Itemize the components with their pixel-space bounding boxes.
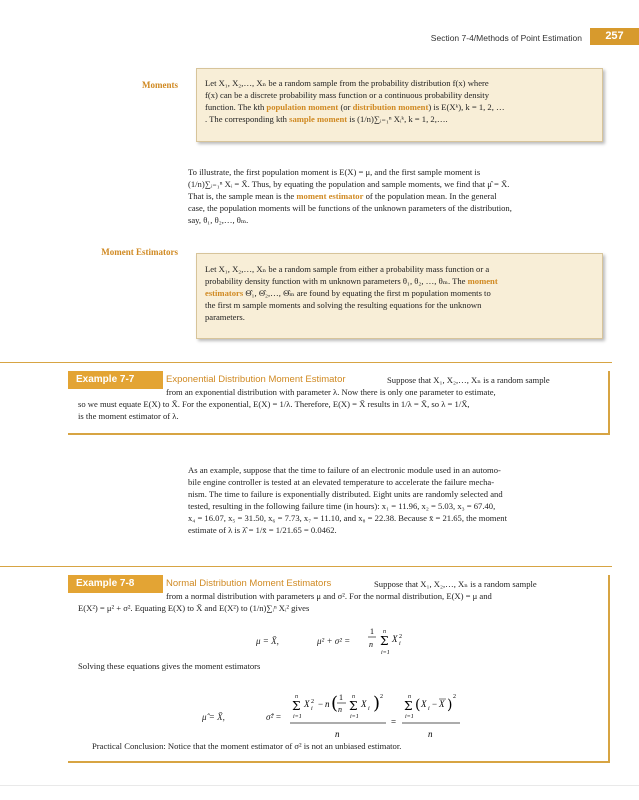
svg-text:n: n [325, 699, 330, 709]
svg-text:i=1: i=1 [293, 714, 302, 720]
svg-text:1: 1 [339, 693, 343, 702]
example-7-7-top-rule [0, 362, 612, 363]
svg-text:1: 1 [370, 627, 374, 636]
svg-text:2: 2 [399, 634, 402, 640]
moments-definition-text: Let X₁, X₂,…, Xₙ be a random sample from the probability distribution f(x) where f(x) can be a discrete probability mass function or a continuous probability density function. The kth population moment (or distribution moment) is E(Xᵏ), k = 1, 2, … . The corresponding kth sample moment is (1/n)∑ᵢ₌₁ⁿ Xᵢᵏ, k = 1, 2,…. [205, 78, 505, 124]
svg-text:): ) [447, 697, 453, 713]
equation-sigma-hat-lhs: σ̂² = [266, 712, 282, 722]
svg-text:n: n [369, 640, 373, 649]
svg-text:(: ( [331, 693, 339, 714]
svg-text:2: 2 [311, 699, 314, 705]
equation-mu-hat: μ̂ = X̄, [202, 712, 225, 722]
svg-text:n: n [338, 705, 342, 714]
example-7-8-line1: Suppose that X₁, X₂,…, Xₙ is a random sample [374, 579, 537, 589]
svg-text:n: n [383, 629, 386, 635]
svg-text:X: X [392, 634, 398, 644]
example-7-7-line2: from an exponential distribution with parameter λ. Now there is only one parameter to estimate, [166, 387, 496, 397]
running-header: Section 7-4/Methods of Point Estimation [430, 33, 582, 43]
svg-text:i=1: i=1 [381, 650, 390, 656]
side-label-moments: Moments [142, 80, 178, 90]
svg-text:X: X [439, 699, 445, 709]
svg-text:n: n [428, 729, 433, 739]
svg-text:2: 2 [453, 694, 456, 700]
example-7-7-title: Exponential Distribution Moment Estimator [166, 374, 346, 385]
example-7-8-line2: from a normal distribution with parameters μ and σ². For the normal distribution, E(X) = μ and [166, 591, 492, 601]
svg-text:Σ: Σ [349, 699, 358, 713]
solving-text: Solving these equations gives the moment estimators [78, 661, 261, 671]
svg-text:Σ: Σ [380, 634, 389, 648]
practical-conclusion: Practical Conclusion: Notice that the moment estimator of σ² is not an unbiased estimator. [92, 741, 402, 751]
svg-text:i: i [368, 706, 370, 712]
example-7-8-line3: E(X²) = μ² + σ². Equating E(X) to X̄ and E(X²) to (1/n)∑ᵢⁿ Xᵢ² gives [78, 603, 310, 613]
svg-text:i: i [311, 706, 313, 712]
equation-mu: μ = X̄, [256, 636, 279, 646]
svg-text:X: X [361, 699, 367, 709]
svg-text:X: X [304, 699, 310, 709]
svg-text:n: n [408, 694, 411, 700]
svg-text:): ) [373, 693, 381, 714]
svg-text:n: n [352, 694, 355, 700]
svg-text:i=1: i=1 [405, 714, 414, 720]
example-7-8-title: Normal Distribution Moment Estimators [166, 578, 332, 589]
example-7-7-line1: Suppose that X₁, X₂,…, Xₙ is a random sample [387, 375, 550, 385]
svg-text:n: n [335, 729, 340, 739]
svg-text:(: ( [415, 697, 421, 713]
equation-second-moment-lhs: μ² + σ² = [317, 636, 351, 646]
svg-text:=: = [391, 717, 397, 727]
svg-text:Σ: Σ [404, 699, 413, 713]
svg-text:X: X [421, 699, 427, 709]
svg-text:i=1: i=1 [350, 714, 359, 720]
paragraph-failure-time-example: As an example, suppose that the time to failure of an electronic module used in an automo- bile engine controller is tested at an elevated temperature to accelerate the failure mecha- nism. The time to failure is exponentially distributed. Eight units are randomly selected and tested, resulting in the following failure time (in hours): x₁ = 11.96, x₂ = 5.03, x₃ = 67.40, x₄ = 16.07, x₅ = 31.50, x₆ = 7.73, x₇ = 11.10, and x₈ = 22.38. Because x̄ = 21.65, the moment estimate of λ is λ̂ = 1/x̄ = 1/21.65 = 0.0462. [188, 465, 507, 535]
svg-text:2: 2 [380, 694, 383, 700]
svg-text:−: − [432, 699, 438, 709]
example-7-7-body: so we must equate E(X) to X̄. For the exponential, E(X) = 1/λ. Therefore, E(X) = X̄ results in 1/λ = X̄, so λ = 1/X̄, is the moment estimator of λ. [78, 399, 470, 421]
svg-text:i: i [428, 706, 430, 712]
moments-definition-box [196, 68, 603, 142]
bottom-rule [0, 785, 639, 786]
svg-text:i: i [399, 641, 401, 647]
svg-text:n: n [295, 694, 298, 700]
svg-text:−: − [318, 699, 324, 709]
paragraph-illustration: To illustrate, the first population moment is E(X) = μ, and the first sample moment is (1/n)∑ᵢ₌₁ⁿ Xᵢ = X̄. Thus, by equating the population and sample moments, we find that μ̂ = X̄. That is, the sample mean is the moment estimator of the population mean. In the general case, the population moments will be functions of the unknown parameters of the distribution, say, θ₁, θ₂,…, θₘ. [188, 167, 512, 225]
equation-sigma-hat-rhs [290, 686, 470, 744]
page-number: 257 [590, 28, 639, 45]
moment-estimators-definition-text: Let X₁, X₂,…, Xₙ be a random sample from either a probability mass function or a probability density function with m unknown parameters θ₁, θ₂, …, θₘ. The moment estimators Θ̂₁, Θ̂₂,…, Θ̂ₘ are found by equating the first m population moments to the first m sample moments and solving the resulting equations for the unknown parameters. [205, 264, 498, 322]
svg-text:Σ: Σ [292, 699, 301, 713]
side-label-moment-estimators: Moment Estimators [101, 247, 178, 257]
moment-estimators-definition-box [196, 253, 603, 339]
equation-second-moment-rhs [366, 624, 416, 658]
example-7-8-top-rule [0, 566, 612, 567]
example-7-7-tag: Example 7-7 [68, 371, 163, 389]
example-7-8-tag: Example 7-8 [68, 575, 163, 593]
